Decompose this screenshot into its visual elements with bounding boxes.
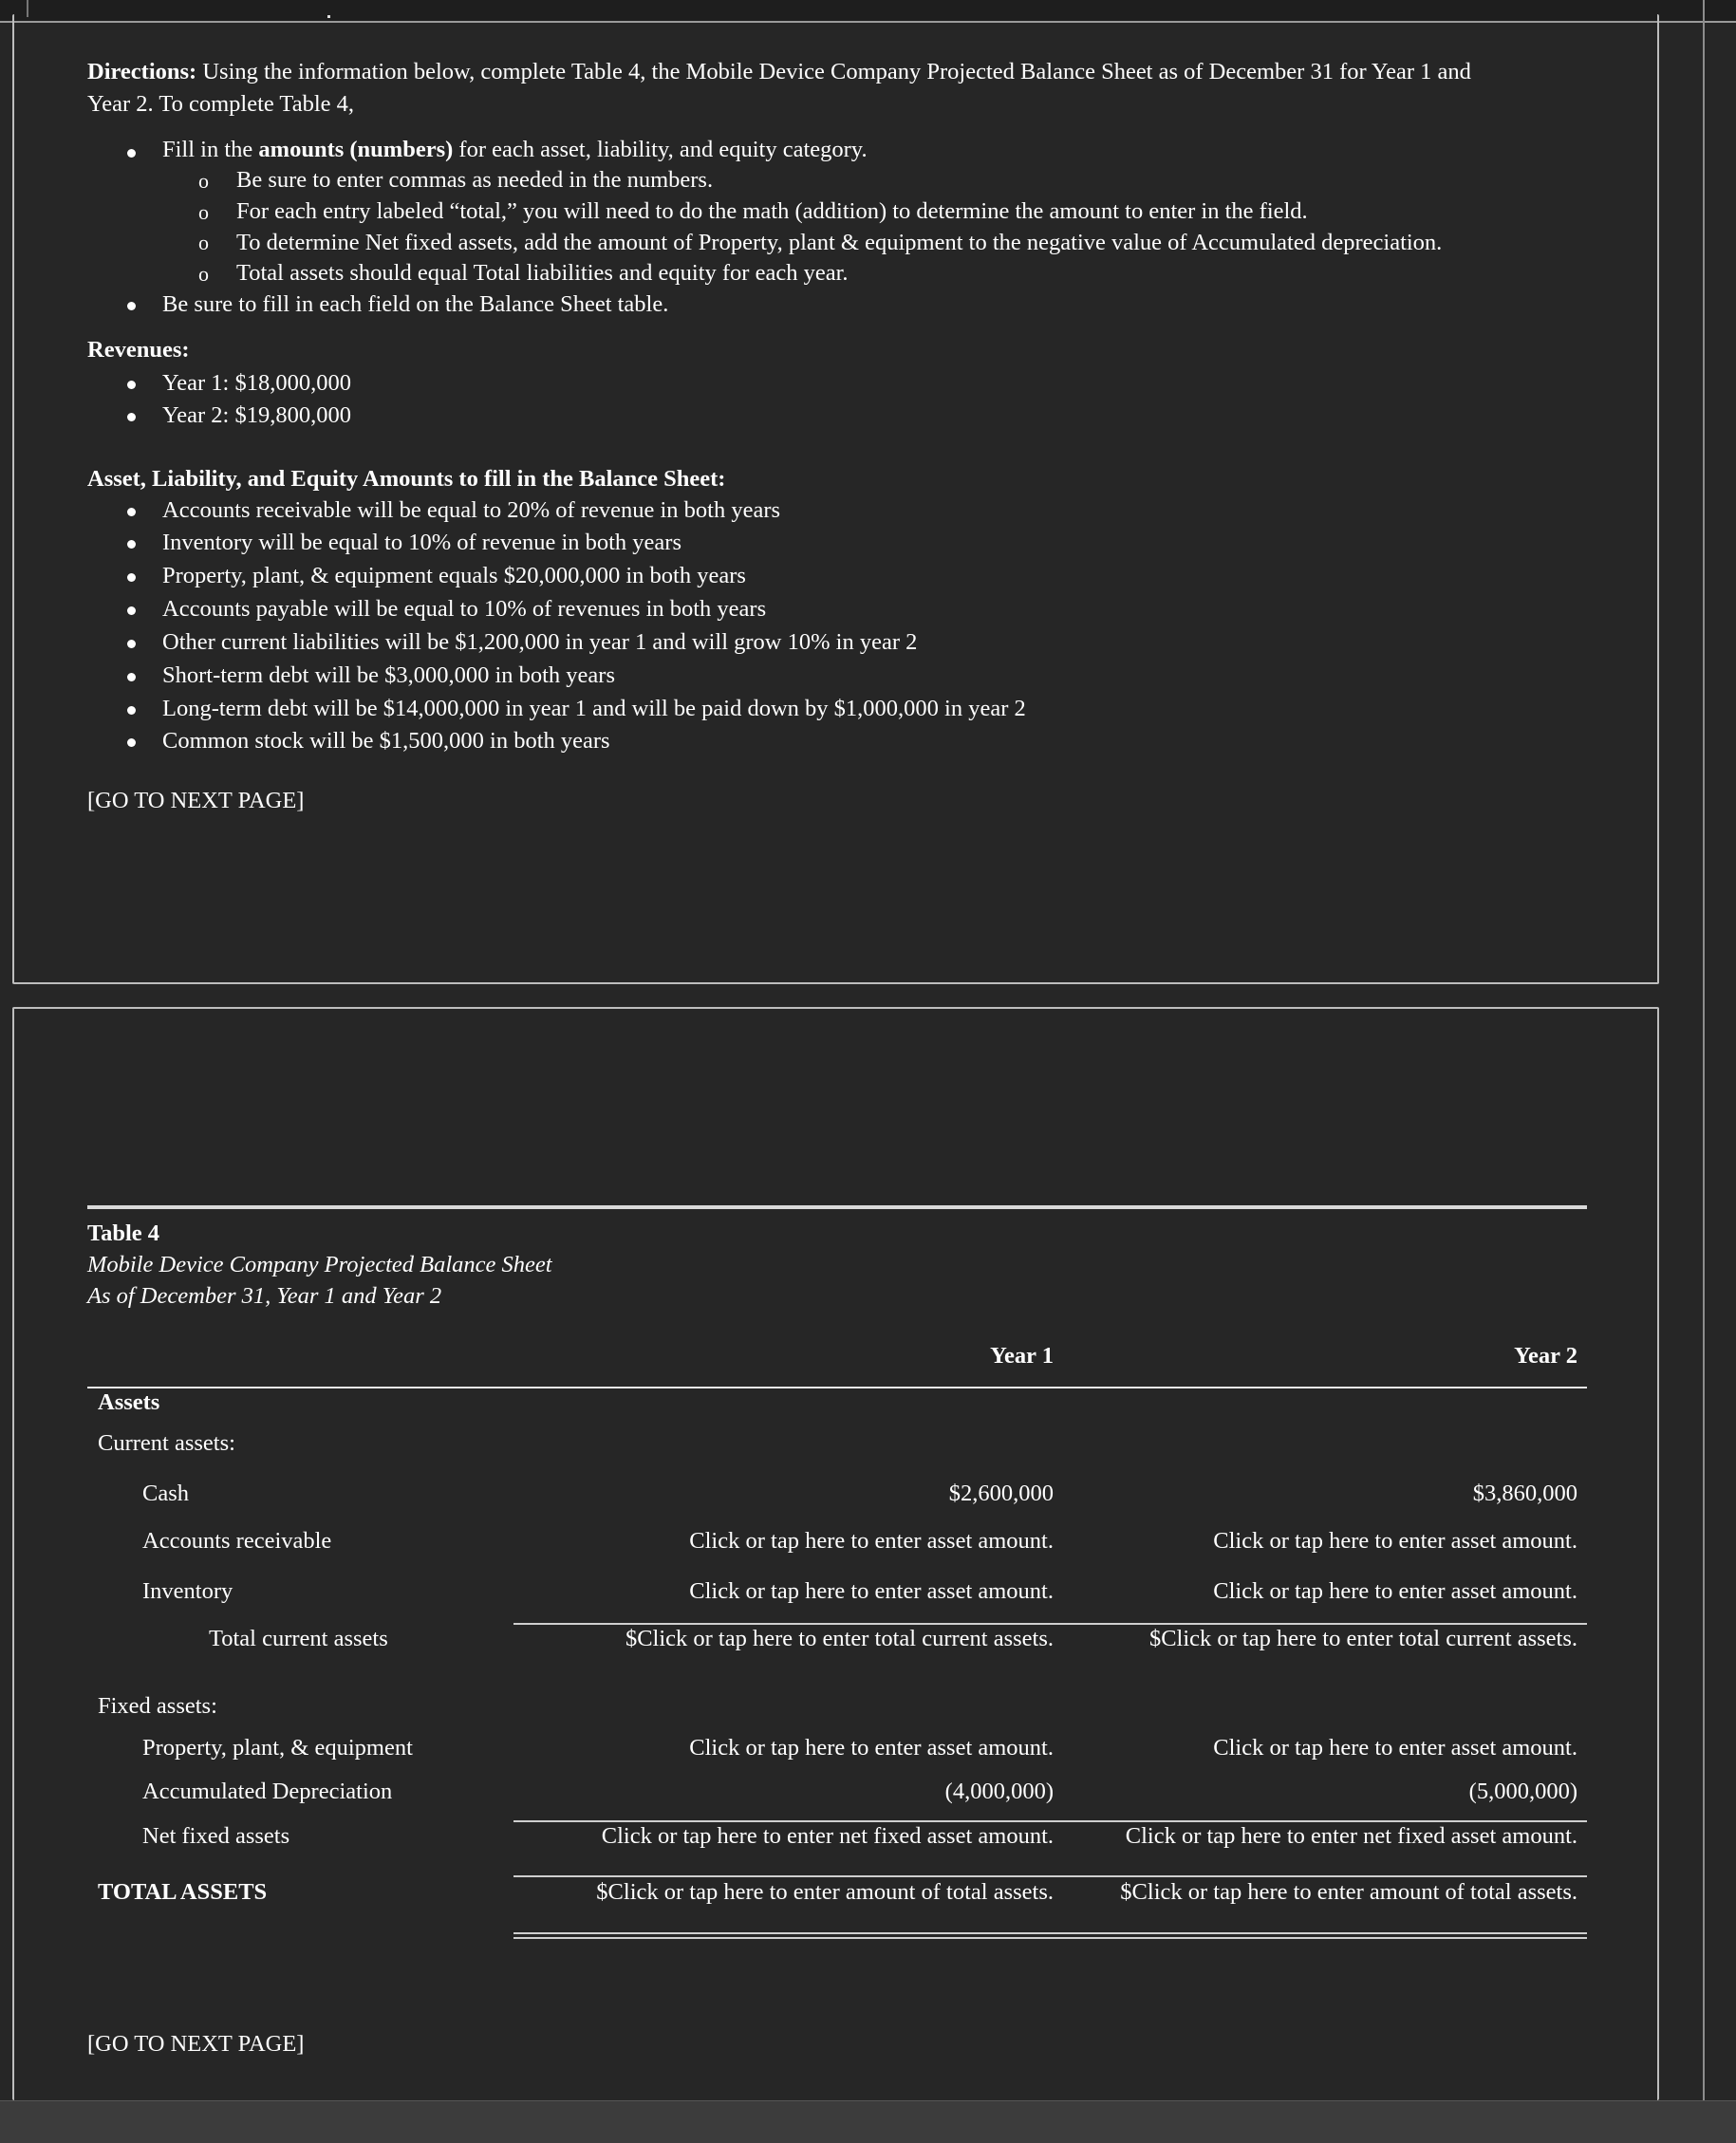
table-label: Table 4 (87, 1221, 160, 1246)
ppe-year1-field[interactable]: Click or tap here to enter asset amount. (689, 1735, 1054, 1761)
accumulated-depreciation-year1: (4,000,000) (944, 1779, 1054, 1804)
current-assets-label: Current assets: (98, 1430, 235, 1456)
total-assets-year2-field[interactable]: $Click or tap here to enter amount of total assets. (1120, 1879, 1577, 1905)
fixed-assets-label: Fixed assets: (98, 1693, 217, 1719)
revenue-item: Year 1: $18,000,000 (162, 370, 351, 396)
directions-sub-2: For each entry labeled “total,” you will need to do the math (addition) to determine the amount to enter in the field. (236, 198, 1308, 224)
revenues-heading: Revenues: (87, 337, 190, 363)
bullet-icon (127, 508, 136, 516)
row-label-accounts-receivable: Accounts receivable (142, 1528, 332, 1554)
amounts-item: Short-term debt will be $3,000,000 in both years (162, 662, 615, 688)
bullet-icon (127, 606, 136, 615)
revenue-item: Year 2: $19,800,000 (162, 402, 351, 428)
row-label-accumulated-depreciation: Accumulated Depreciation (142, 1779, 393, 1804)
table-title: Mobile Device Company Projected Balance Sheet (87, 1252, 552, 1277)
row-label-cash: Cash (142, 1481, 189, 1506)
col-header-year1: Year 1 (990, 1343, 1054, 1369)
amounts-item: Accounts receivable will be equal to 20% of revenue in both years (162, 497, 781, 523)
amounts-item: Long-term debt will be $14,000,000 in year 1 and will be paid down by $1,000,000 in year 2 (162, 696, 1026, 721)
bullet-icon (127, 540, 136, 549)
section-assets: Assets (98, 1389, 160, 1415)
row-label-inventory: Inventory (142, 1578, 233, 1604)
cash-year2: $3,860,000 (1472, 1481, 1577, 1506)
amounts-item: Property, plant, & equipment equals $20,000,000 in both years (162, 563, 746, 588)
bullet-icon (127, 413, 136, 421)
total-current-assets-year2-field[interactable]: $Click or tap here to enter total current assets. (1148, 1626, 1577, 1651)
bullet-icon (127, 302, 136, 310)
cash-year1: $2,600,000 (948, 1481, 1054, 1506)
bullet-icon (127, 673, 136, 681)
accounts-receivable-year2-field[interactable]: Click or tap here to enter asset amount. (1213, 1528, 1577, 1554)
page-edge-rule (1703, 0, 1705, 2100)
col-header-year2: Year 2 (1514, 1343, 1577, 1369)
amounts-item: Other current liabilities will be $1,200,000 in year 1 and will grow 10% in year 2 (162, 629, 918, 655)
accounts-receivable-year1-field[interactable]: Click or tap here to enter asset amount. (689, 1528, 1054, 1554)
amounts-item: Accounts payable will be equal to 10% of revenues in both years (162, 596, 767, 622)
row-label-total-assets: TOTAL ASSETS (98, 1879, 268, 1905)
total-current-assets-year1-field[interactable]: $Click or tap here to enter total current assets. (625, 1626, 1054, 1651)
directions-bullet-2: Be sure to fill in each field on the Balance Sheet table. (162, 291, 669, 317)
inventory-year2-field[interactable]: Click or tap here to enter asset amount. (1213, 1578, 1577, 1604)
bullet-icon (127, 573, 136, 582)
bullet-icon (127, 149, 136, 158)
double-rule-top (513, 1932, 1587, 1934)
directions-sub-3: To determine Net fixed assets, add the amount of Property, plant & equipment to the negative value of Accumulated depreciation. (236, 230, 1443, 255)
bullet-icon (127, 381, 136, 389)
bullet-icon (127, 640, 136, 648)
row-label-net-fixed-assets: Net fixed assets (142, 1823, 290, 1849)
sub-bullet-icon: o (198, 200, 209, 224)
amounts-item: Common stock will be $1,500,000 in both years (162, 728, 610, 754)
bottom-status-bar (0, 2100, 1736, 2143)
sub-bullet-icon: o (198, 169, 209, 193)
directions-sub-4: Total assets should equal Total liabilities and equity for each year. (236, 260, 849, 286)
table-subtitle: As of December 31, Year 1 and Year 2 (87, 1283, 442, 1309)
sub-bullet-icon: o (198, 231, 209, 254)
directions-line-1: Directions: Using the information below, complete Table 4, the Mobile Device Company Projected Balance Sheet as of December 31 for Year 1 and (87, 59, 1471, 84)
amounts-heading: Asset, Liability, and Equity Amounts to fill in the Balance Sheet: (87, 466, 726, 492)
go-to-next-page: [GO TO NEXT PAGE] (87, 2031, 305, 2057)
directions-bullet-1: Fill in the amounts (numbers) for each asset, liability, and equity category. (162, 137, 868, 162)
go-to-next-page: [GO TO NEXT PAGE] (87, 788, 305, 813)
inventory-year1-field[interactable]: Click or tap here to enter asset amount. (689, 1578, 1054, 1604)
net-fixed-assets-year1-field[interactable]: Click or tap here to enter net fixed asset amount. (601, 1823, 1054, 1849)
bullet-icon (127, 738, 136, 747)
total-assets-year1-field[interactable]: $Click or tap here to enter amount of total assets. (596, 1879, 1054, 1905)
ppe-year2-field[interactable]: Click or tap here to enter asset amount. (1213, 1735, 1577, 1761)
table-top-rule (87, 1205, 1587, 1209)
directions-line-2: Year 2. To complete Table 4, (87, 91, 354, 117)
net-fixed-assets-year2-field[interactable]: Click or tap here to enter net fixed asset amount. (1125, 1823, 1577, 1849)
amounts-item: Inventory will be equal to 10% of revenue in both years (162, 530, 682, 555)
bullet-icon (127, 706, 136, 715)
row-label-ppe: Property, plant, & equipment (142, 1735, 413, 1761)
row-label-total-current-assets: Total current assets (209, 1626, 388, 1651)
header-rule (87, 1387, 1587, 1388)
accumulated-depreciation-year2: (5,000,000) (1468, 1779, 1577, 1804)
double-rule-bottom (513, 1937, 1587, 1939)
directions-sub-1: Be sure to enter commas as needed in the numbers. (236, 167, 714, 193)
sub-bullet-icon: o (198, 262, 209, 286)
